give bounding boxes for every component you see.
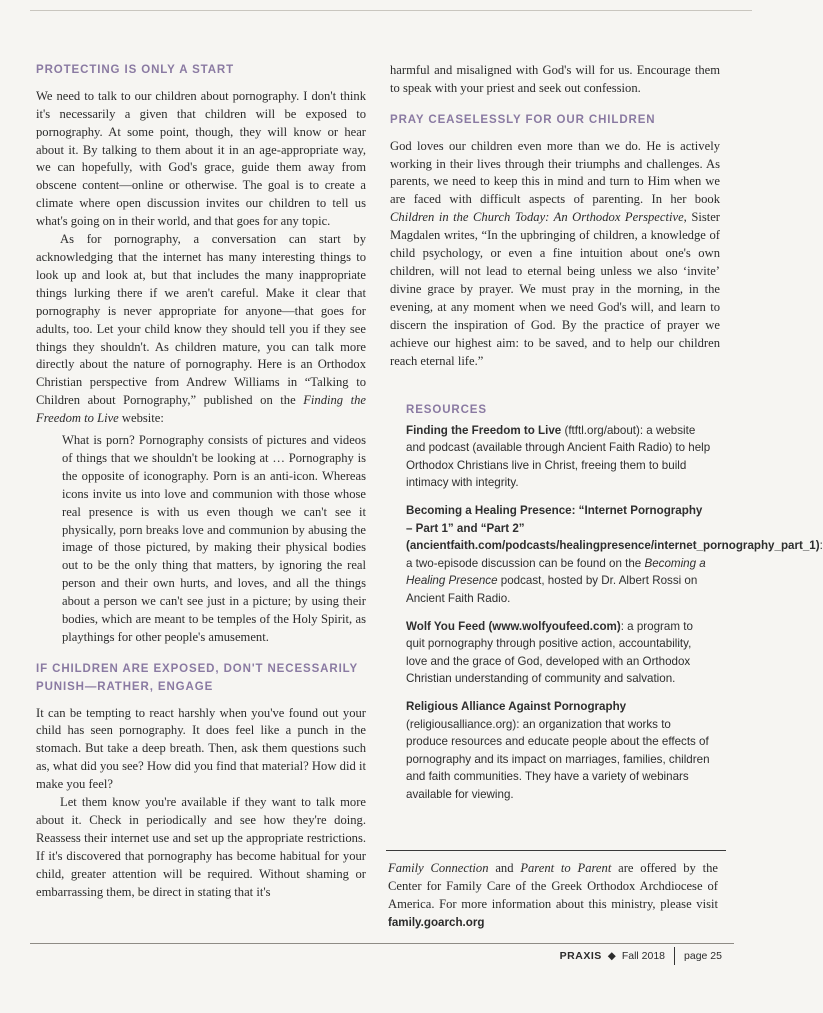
paragraph-react: It can be tempting to react harshly when you've found out your child has seen pornography. It does feel like a punch in the stomach. But take a deep breath. Then, ask them questions such as, what did you see? How did you find that material? How did it make you feel? xyxy=(36,705,366,792)
paragraph-talk-to-children: We need to talk to our children about pornography. I don't think it's necessarily a given that children will be exposed to pornography. At some point, though, they will know or hear about it. By talking to them about it in an age-appropriate way, we can hopefully, with God's grace, guide them away from obscene content—online or otherwise. The goal is to create a climate where open discussion invites our children to tell us what's going on in their world, and that goes for any topic. xyxy=(36,88,366,229)
right-column xyxy=(390,62,720,370)
top-rule xyxy=(30,10,752,11)
section-heading-pray: PRAY CEASELESSLY FOR OUR CHILDREN xyxy=(390,113,656,126)
paragraph-continued: harmful and misaligned with God's will for us. Encourage them to speak with your priest and seek out confession. xyxy=(390,63,720,95)
resource-item xyxy=(406,502,823,608)
resource-title: Wolf You Feed (www.wolfyoufeed.com) xyxy=(406,619,621,633)
bottom-rule xyxy=(30,943,734,944)
folio-separator xyxy=(674,947,675,965)
resource-title: Religious Alliance Against Pornography xyxy=(406,699,627,713)
resource-text: (religiousalliance.org): an organization that works to produce resources and educate people about the effects of pornography and its impact on marriages, families, children and faith communities. They have a variety of webinars available for viewing. xyxy=(406,717,710,801)
program-name: Parent to Parent xyxy=(520,861,612,875)
magazine-name: PRAXIS xyxy=(559,950,602,962)
section-heading-exposed: IF CHILDREN ARE EXPOSED, DON'T NECESSARILY PUNISH—RATHER, ENGAGE xyxy=(36,662,358,693)
resource-text: : a two-episode discussion can be found on the xyxy=(406,539,823,570)
resource-title: Finding the Freedom to Live xyxy=(406,423,562,437)
block-quote: What is porn? Pornography consists of pictures and videos of things that we shouldn't be looking at … Pornography is the opposite of iconography. Porn is an anti-icon. Whereas icons invite us into love and communion with those whose real presence is with us even though we can't see it physically, porn breaks love and communion by abusing the image of those pictured, by making their physical bodies out to be the only thing that matters, by ignoring the real person and their own hurts, and loves, and all the things about a person we can't see just in a picture; by using their bodies, which are meant to be temples of the Holy Spirit, as playthings for other people's amusement. xyxy=(62,433,366,644)
diamond-icon: ◆ xyxy=(607,950,616,962)
paragraph-available: Let them know you're available if they want to talk more about it. Check in periodically and see how they're doing. Reassess their internet use and set up the appropriate restrictions. If it's discovered that pornography has become habitual for your child, greater attention will be required. Without shaming or embarrassing them, be direct in stating that it's xyxy=(36,795,366,899)
section-heading-protecting: PROTECTING IS ONLY A START xyxy=(36,64,235,76)
resource-text: : a program to quit pornography through positive action, accountability, love and the grace of God, developed with an Orthodox Christian understanding of community and salvation. xyxy=(406,619,693,686)
issue-date: Fall 2018 xyxy=(621,950,666,962)
resource-item xyxy=(406,422,712,492)
resource-text-end: podcast, hosted by Dr. Albert Rossi on Ancient Faith Radio. xyxy=(406,574,698,605)
website-title: Finding the Freedom to Live xyxy=(36,393,367,426)
program-name: Family Connection xyxy=(388,861,489,875)
resource-item xyxy=(406,698,712,804)
book-title: Children in the Church Today: An Orthodox Perspective xyxy=(390,210,684,225)
resource-item xyxy=(406,618,712,688)
resource-title: Becoming a Healing Presence: “Internet Pornography – Part 1” and “Part 2” (ancientfaith.com/podcasts/healingpresence/internet_pornography_part_1) xyxy=(406,503,820,553)
footer-note xyxy=(388,860,718,932)
paragraph-god-loves-text: God loves our children even more than we do. He is actively working in their lives through their triumphs and challenges. As parents, we need to keep this in mind and turn to Him when we are faced with difficult aspects of parenting. In her book xyxy=(390,138,720,207)
paragraph-god-loves xyxy=(390,138,720,371)
paragraph-conversation xyxy=(36,231,366,428)
footer-and: and xyxy=(488,861,521,875)
resources-box xyxy=(406,402,823,813)
resource-text: (ftftl.org/about): a website and podcast (available through Ancient Faith Radio) to help Orthodox Christians live in Christ, freeing them to build intimacy with integrity. xyxy=(406,423,711,490)
podcast-title: Becoming a Healing Presence xyxy=(406,556,706,588)
folio xyxy=(560,947,722,965)
footer-divider xyxy=(386,850,726,851)
paragraph-conversation-text: As for pornography, a conversation can start by acknowledging that the internet has many interesting things to look up and look at, but that includes the many inappropriate things lurking there if we aren't careful. Make it clear that pornography is never appropriate for anyone—that goes for adults, too. Let your child know they should tell you if they see things they shouldn't. As children mature, you can talk more directly about the nature of pornography. Here is an Orthodox Christian perspective from Andrew Williams in “Talking to Children about Pornography,” published on the xyxy=(36,232,366,408)
page-number: page 25 xyxy=(684,950,722,962)
left-column xyxy=(36,62,366,902)
paragraph-god-loves-quote: , Sister Magdalen writes, “In the upbringing of children, a knowledge of child psychology, or even a fine intuition about one's own children, will not lead to eternal being unless we also ‘invite’ divine grace by prayer. We must pray in the morning, in the evening, at any moment when we need God's will, and learn to discern the inspiration of God. By the practice of prayer we achieve our highest aim: to be saved, and to help our children reach eternal life.” xyxy=(390,210,720,368)
footer-text: are offered by the Center for Family Care of the Greek Orthodox Archdiocese of America. For more information about this ministry, please visit xyxy=(388,861,718,911)
ministry-link[interactable]: family.goarch.org xyxy=(388,915,485,929)
paragraph-conversation-end: website: xyxy=(118,411,164,426)
resources-heading: RESOURCES xyxy=(406,404,487,416)
